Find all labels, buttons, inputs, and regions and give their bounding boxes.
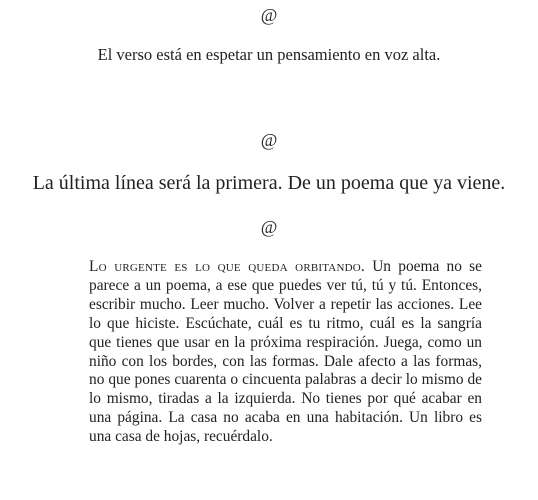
separator-at-sign: @ (260, 5, 278, 25)
separator-at-sign: @ (260, 130, 278, 150)
separator-at-sign: @ (260, 217, 278, 237)
paragraph-body-text: Un poema no se parece a un poema, a ese que puedes ver tú, tú y tú. Entonces, escribir mucho. Leer mucho. Volver a repetir las acciones. Lee lo que hiciste. Escúchate, cuál es tu ritmo, cuál es la sangría que tienes que usar en la próxima respiración. Juega, como un niño con los bordes, con las formas. Dale afecto a las formas, no que pones cuarenta o cincuenta palabras a decir lo mismo de lo mismo, tiradas a la izquierda. No tienes por qué acabar en una página. La casa no acaba en una habitación. Un libro es una casa de hojas, recuérdalo. (89, 258, 482, 446)
body-paragraph (89, 258, 482, 447)
paragraph-lead-in: Lo urgente es lo que queda orbitando. (89, 258, 365, 275)
verse-line: El verso está en espetar un pensamiento en voz alta. (97, 45, 441, 64)
last-line-statement: La última línea será la primera. De un poema que ya viene. (32, 172, 506, 194)
